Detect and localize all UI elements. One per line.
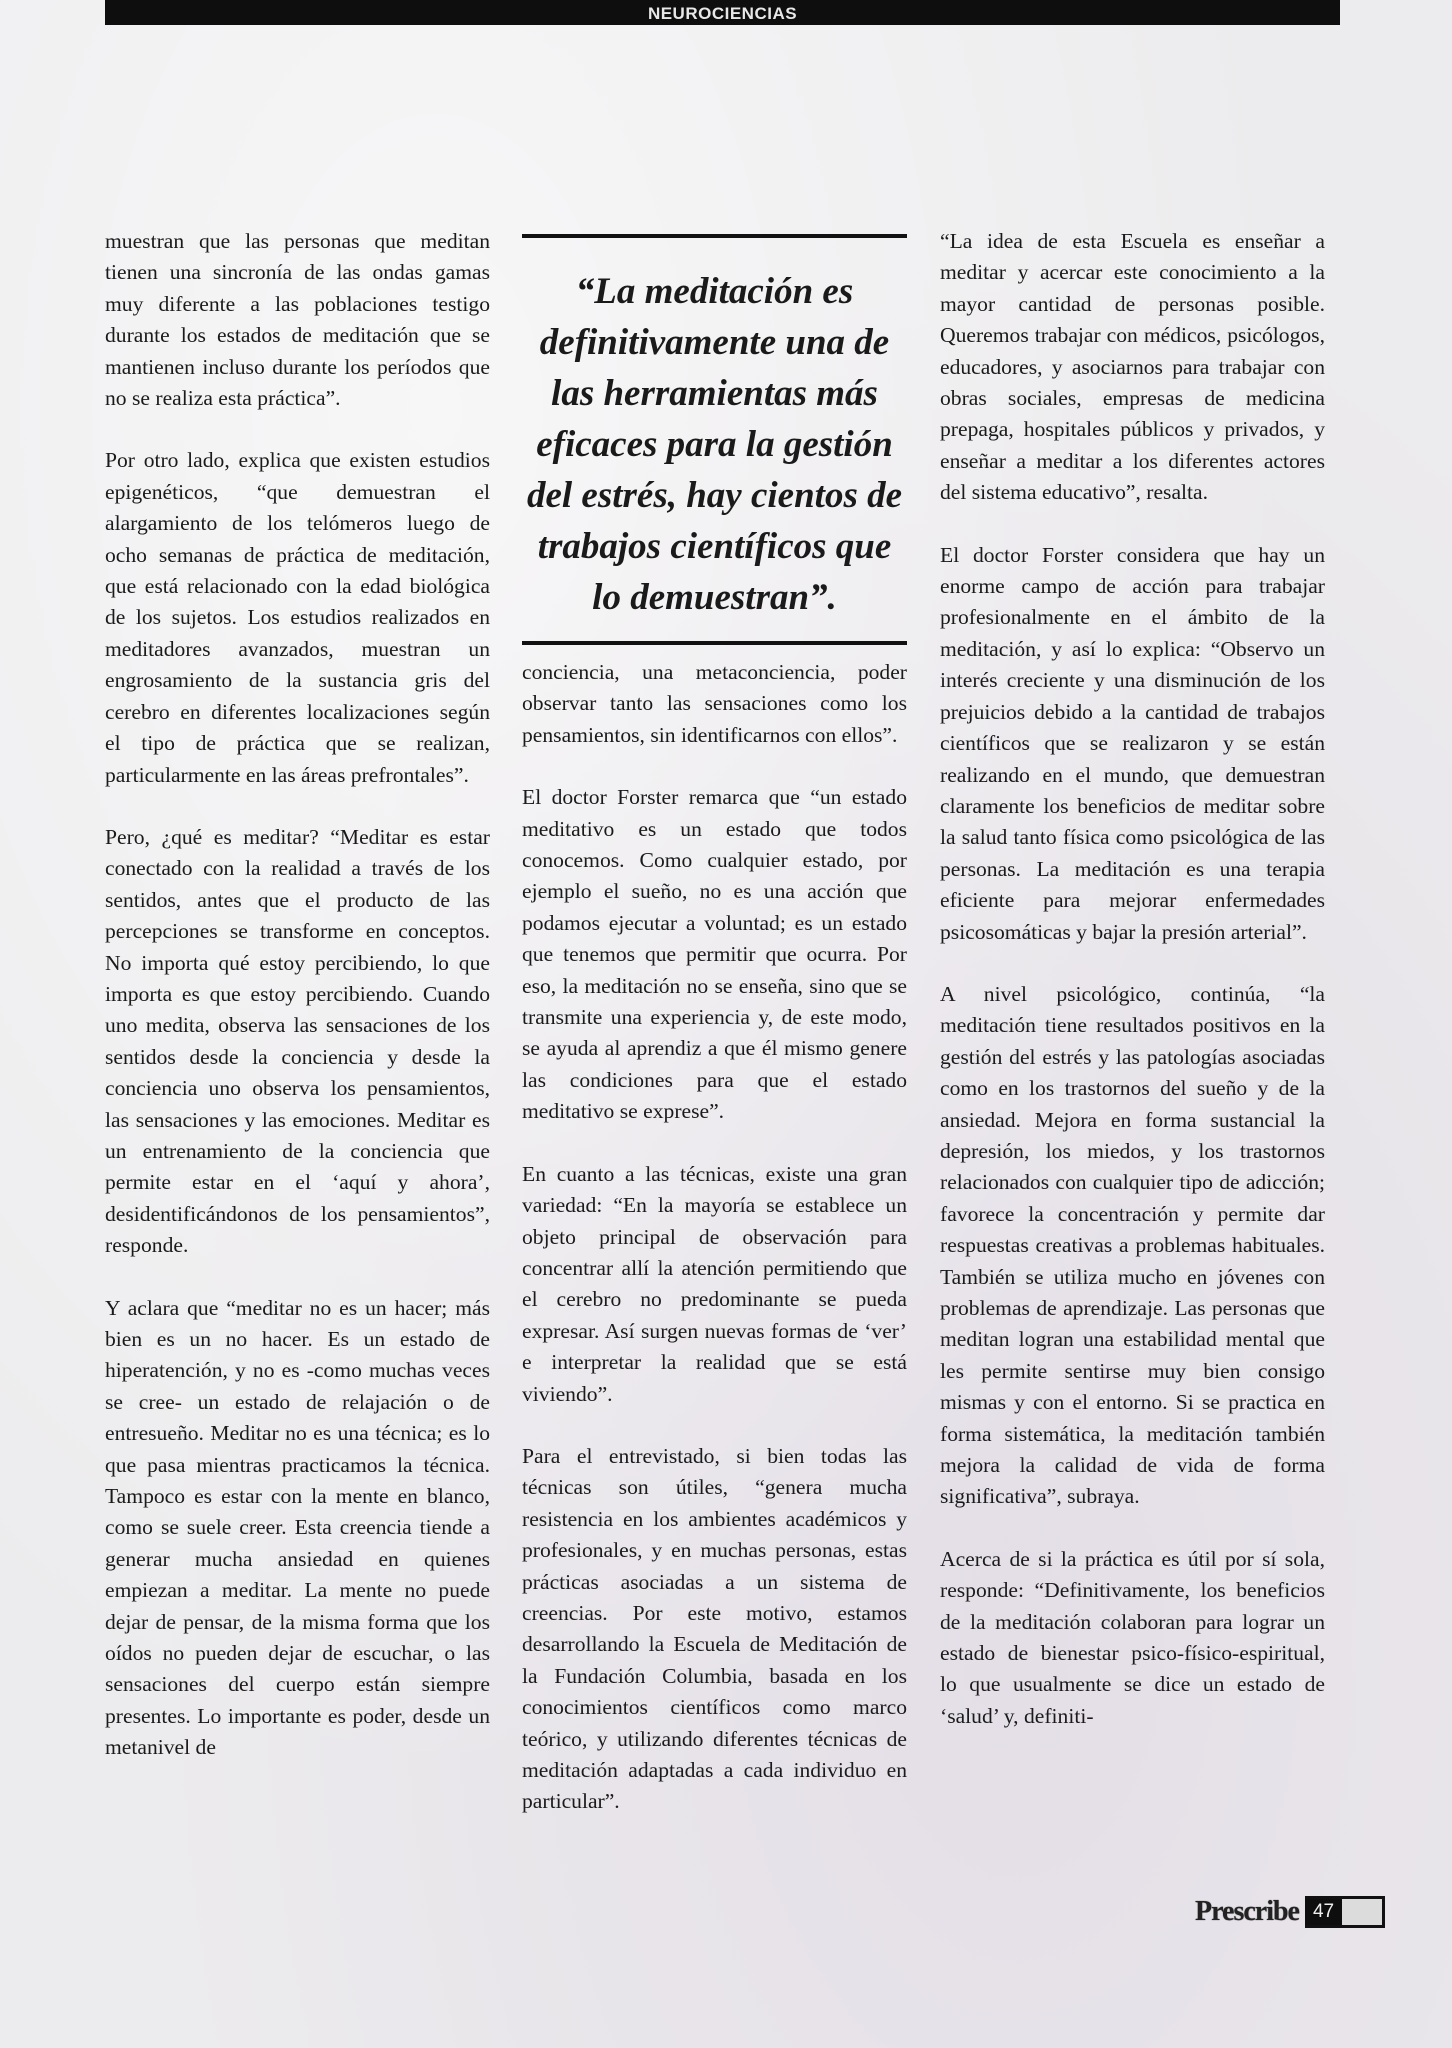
- article-column-3: [940, 226, 1325, 1763]
- paragraph: A nivel psicológico, continúa, “la meditación tiene resultados positivos en la gestión del estrés y las patologías asociadas como en los trastornos del sueño y de la ansiedad. Mejora en forma sustancial la depresión, los miedos, y los trastornos relacionados con cualquier tipo de adicción; favorece la concentración y permite dar respuestas creativas a problemas habituales. También se utiliza mucho en jóvenes con problemas de aprendizaje. Las personas que meditan logran una estabilidad mental que les permite sentirse muy bien consigo mismas y con el entorno. Si se practica en forma sistemática, la meditación también mejora la calidad de vida de forma significativa”, subraya.: [940, 981, 1325, 1509]
- page-number-box: [1305, 1896, 1385, 1928]
- page-number: 47: [1305, 1899, 1342, 1925]
- pull-quote: [522, 234, 907, 645]
- section-header-bar: [105, 0, 1340, 25]
- paragraph: Pero, ¿qué es meditar? “Meditar es estar conectado con la realidad a través de los sentidos, antes que el producto de las percepciones se transforme en conceptos. No importa qué estoy percibiendo, lo que importa es que estoy percibiendo. Cuando uno medita, observa las sensaciones de los sentidos desde la conciencia y desde la conciencia uno observa los pensamientos, las sensaciones y las emociones. Meditar es un entrenamiento de la conciencia que permite estar en el ‘aquí y ahora’, desidentificándonos de los pensamientos”, responde.: [105, 824, 490, 1258]
- section-title: NEUROCIENCIAS: [647, 4, 798, 23]
- article-column-2: [522, 226, 907, 1849]
- paragraph: muestran que las personas que meditan tienen una sincronía de las ondas gamas muy diferente a las poblaciones testigo durante los estados de meditación que se mantienen incluso durante los períodos que no se realiza esta práctica”.: [105, 229, 490, 411]
- paragraph: Para el entrevistado, si bien todas las técnicas son útiles, “genera mucha resistencia en los ambientes académicos y profesionales, y en muchas personas, estas prácticas asociadas a un sistema de creencias. Por este motivo, estamos desarrollando la Escuela de Meditación de la Fundación Columbia, basada en los conocimientos científicos como marco teórico, y utilizando diferentes técnicas de meditación adaptadas a cada individuo en particular”.: [522, 1443, 907, 1814]
- page-tab-decoration: [1342, 1899, 1382, 1925]
- article-column-1: [105, 226, 490, 1795]
- paragraph: El doctor Forster considera que hay un enorme campo de acción para trabajar profesionalmente en el ámbito de la meditación, y así lo explica: “Observo un interés creciente y una disminución de los prejuicios debido a la cantidad de trabajos científicos que se realizaron y se están realizando en el mundo, que demuestran claramente los beneficios de meditar sobre la salud tanto física como psicológica de las personas. La meditación es una terapia eficiente para mejorar enfermedades psicosomáticas y bajar la presión arterial”.: [940, 542, 1325, 944]
- paragraph: “La idea de esta Escuela es enseñar a meditar y acercar este conocimiento a la mayor cantidad de personas posible. Queremos trabajar con médicos, psicólogos, educadores, y asociarnos para trabajar con obras sociales, empresas de medicina prepaga, hospitales públicos y privados, y enseñar a meditar a los diferentes actores del sistema educativo”, resalta.: [940, 229, 1325, 505]
- paragraph: En cuanto a las técnicas, existe una gran variedad: “En la mayoría se establece un objeto principal de observación para concentrar allí la atención permitiendo que el cerebro no predominante se pueda expresar. Así surgen nuevas formas de ‘ver’ e interpretar la realidad que se está viviendo”.: [522, 1161, 907, 1406]
- paragraph: Acerca de si la práctica es útil por sí sola, responde: “Definitivamente, los beneficios de la meditación colaboran para lograr un estado de bienestar psico-físico-espiritual, lo que usualmente se dice un estado de ‘salud’ y, definiti-: [940, 1546, 1325, 1728]
- paragraph: Por otro lado, explica que existen estudios epigenéticos, “que demuestran el alargamiento de los telómeros luego de ocho semanas de práctica de meditación, que está relacionado con la edad biológica de los sujetos. Los estudios realizados en meditadores avanzados, muestran un engrosamiento de la sustancia gris del cerebro en diferentes localizaciones según el tipo de práctica que se realizan, particularmente en las áreas prefrontales”.: [105, 448, 490, 787]
- paragraph: Y aclara que “meditar no es un hacer; más bien es un no hacer. Es un estado de hiperatención, y no es -como muchas veces se cree- un estado de relajación o de entresueño. Meditar no es una técnica; es lo que pasa mientras practicamos la técnica. Tampoco es estar con la mente en blanco, como se suele creer. Esta creencia tiende a generar mucha ansiedad en quienes empiezan a meditar. La mente no puede dejar de pensar, de la misma forma que los oídos no pueden dejar de escuchar, o las sensaciones del cuerpo están siempre presentes. Lo importante es poder, desde un metanivel de: [105, 1295, 490, 1760]
- paragraph: El doctor Forster remarca que “un estado meditativo es un estado que todos conocemos. Como cualquier estado, por ejemplo el sueño, no es una acción que podamos ejecutar a voluntad; es un estado que tenemos que permitir que ocurra. Por eso, la meditación no se enseña, sino que se transmite una experiencia y, de este modo, se ayuda al aprendiz a que él mismo genere las condiciones para que el estado meditativo se exprese”.: [522, 785, 907, 1124]
- page-footer: [1195, 1897, 1385, 1927]
- pull-quote-text: “La meditación es definitivamente una de las herramientas más eficaces para la gestión del estrés, hay cientos de trabajos científicos que lo demuestran”.: [526, 271, 903, 618]
- paragraph: conciencia, una metaconciencia, poder observar tanto las sensaciones como los pensamientos, sin identificarnos con ellos”.: [522, 660, 907, 747]
- magazine-logo: Prescribe: [1195, 1896, 1299, 1927]
